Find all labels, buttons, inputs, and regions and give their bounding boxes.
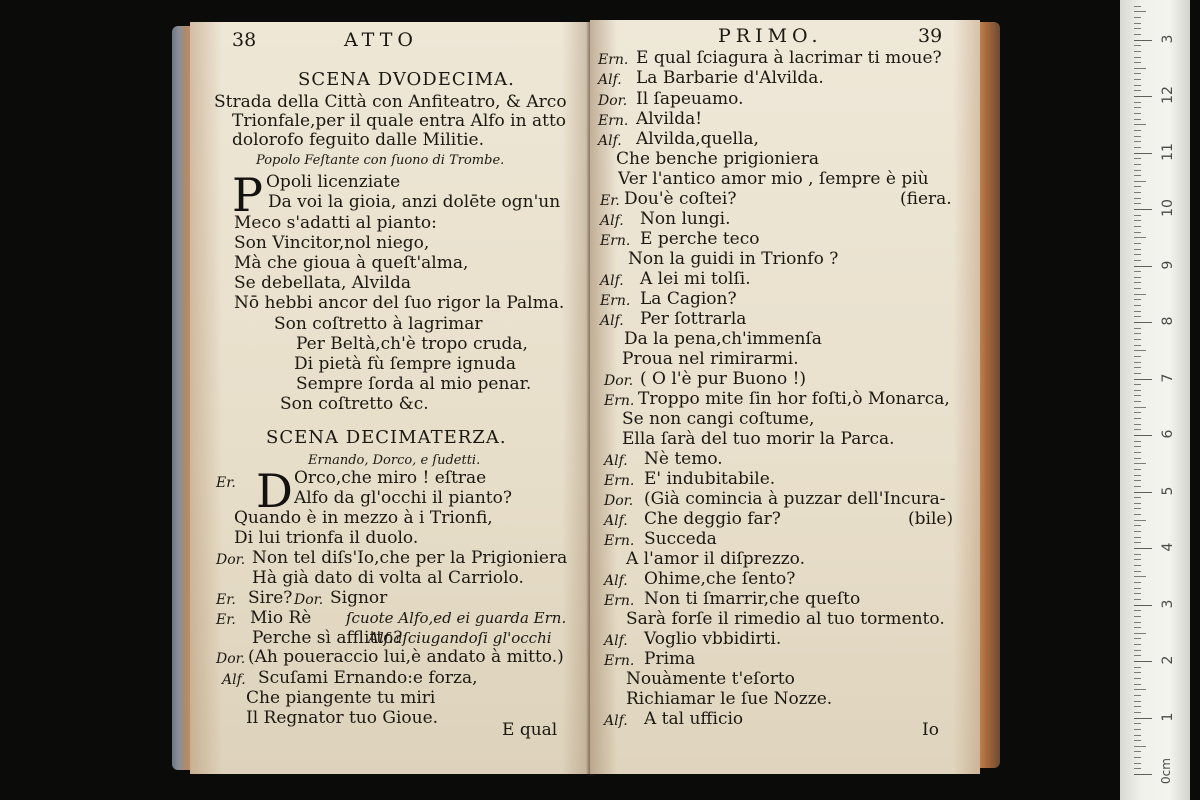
text-line: Prima [644, 649, 696, 669]
catchword: Io [922, 720, 939, 740]
ruler-tick [1134, 701, 1141, 702]
ruler-tick [1134, 192, 1141, 193]
ruler-tick [1134, 475, 1141, 476]
text-line: Di lui trionfa il duolo. [234, 528, 419, 548]
ruler-tick [1134, 85, 1141, 86]
speaker-label: Alf. [598, 72, 622, 88]
drop-capital: D [256, 464, 293, 518]
ruler-tick [1134, 23, 1141, 24]
stage-direction: ſcuote Alfo,ed ei guarda Ern. [346, 609, 567, 627]
text-line: Ohime,che ſento? [644, 569, 796, 589]
measurement-ruler [1120, 0, 1190, 800]
speaker-label: Dor. [216, 552, 246, 568]
ruler-tick [1134, 638, 1141, 639]
text-line: Perche sì afflitto? [252, 628, 403, 648]
ruler-tick [1134, 96, 1152, 97]
ruler-tick [1134, 350, 1146, 351]
text-line: A l'amor il diſprezzo. [626, 549, 806, 569]
ruler-tick [1134, 729, 1141, 730]
ruler-tick [1134, 678, 1141, 679]
ruler-tick [1134, 136, 1141, 137]
ruler-tick [1134, 198, 1141, 199]
ruler-tick [1134, 525, 1141, 526]
ruler-tick [1134, 158, 1141, 159]
ruler-tick [1134, 469, 1141, 470]
text-line: Per Beltà,ch'è tropo cruda, [296, 334, 528, 354]
ruler-tick [1134, 610, 1141, 611]
ruler-tick [1134, 322, 1152, 323]
speaker-label: Er. [216, 612, 236, 628]
ruler-tick [1134, 441, 1141, 442]
speaker-label: Er. [600, 193, 620, 209]
ruler-tick [1134, 243, 1141, 244]
ruler-tick [1134, 740, 1141, 741]
ruler-number: 5 [1160, 486, 1176, 495]
ruler-tick [1134, 605, 1152, 606]
speaker-label: Ern. [598, 52, 629, 68]
ruler-tick [1134, 215, 1141, 216]
ruler-tick [1134, 458, 1141, 459]
text-line: Signor [330, 588, 388, 608]
ruler-tick [1134, 667, 1141, 668]
ruler-tick [1134, 379, 1152, 380]
ruler-tick [1134, 79, 1141, 80]
ruler-tick [1134, 288, 1141, 289]
text-line: Opoli licenziate [266, 172, 401, 192]
ruler-tick [1134, 463, 1146, 464]
text-line: Quando è in mezzo à i Trionfi, [234, 508, 493, 528]
speaker-label: Ern. [604, 473, 635, 489]
stage-direction: Alf.aſciugandoſi gl'occhi [368, 629, 552, 647]
text-line: (fiera. [900, 189, 952, 209]
text-line: Strada della Città con Anfiteatro, & Arco [214, 92, 567, 112]
ruler-number: 4 [1160, 542, 1176, 552]
text-line: dolorofo feguito dalle Militie. [232, 130, 484, 150]
text-line: Son Vincitor,nol niego, [234, 233, 430, 253]
page-number: 39 [918, 25, 943, 47]
ruler-tick [1134, 232, 1141, 233]
ruler-tick [1134, 299, 1141, 300]
ruler-tick [1134, 113, 1141, 114]
ruler-number: 7 [1160, 373, 1176, 382]
text-line: Da voi la gioia, anzi dolēte ogn'un [268, 192, 561, 212]
text-line: Son coſtretto &c. [280, 394, 429, 414]
text-line: (Ah poueraccio lui,è andato à mitto.) [248, 647, 564, 667]
ruler-tick [1134, 254, 1141, 255]
speaker-label: Alf. [222, 672, 246, 688]
text-line: Succeda [644, 529, 717, 549]
ruler-tick [1134, 305, 1141, 306]
ruler-tick [1134, 356, 1141, 357]
ruler-tick [1134, 684, 1141, 685]
text-line: Sarà forſe il rimedio al tuo tormento. [626, 609, 945, 629]
ruler-tick [1134, 537, 1141, 538]
text-line: E perche teco [640, 229, 760, 249]
speaker-label: Alf. [604, 633, 628, 649]
ruler-tick [1134, 706, 1141, 707]
text-line: Non ti ſmarrir,che queſto [644, 589, 861, 609]
text-line: Da la pena,ch'immenſa [624, 329, 822, 349]
ruler-tick [1134, 316, 1141, 317]
ruler-tick [1134, 508, 1141, 509]
ruler-tick [1134, 339, 1141, 340]
ruler-tick [1134, 695, 1141, 696]
text-line: Il Regnator tuo Gioue. [246, 708, 439, 728]
text-line: Hà già dato di volta al Carriolo. [252, 568, 524, 588]
ruler-tick [1134, 503, 1141, 504]
ruler-tick [1134, 774, 1152, 775]
text-line: La Cagion? [640, 289, 737, 309]
ruler-tick [1134, 68, 1146, 69]
ruler-tick [1134, 633, 1146, 634]
speaker-label: Alf. [604, 453, 628, 469]
text-line: Che benche prigioniera [616, 149, 819, 169]
text-line: La Barbarie d'Alvilda. [636, 68, 824, 88]
speaker-label: Ern. [604, 653, 635, 669]
ruler-tick [1134, 446, 1141, 447]
speaker-label: Alf. [604, 573, 628, 589]
text-line: Che deggio far? [644, 509, 781, 529]
running-head: PRIMO. [718, 25, 823, 47]
text-line: Trionfale,per il quale entra Alfo in atto [232, 111, 567, 131]
ruler-number: 6 [1160, 429, 1176, 439]
ruler-tick [1134, 593, 1141, 594]
ruler-number: 1 [1160, 712, 1176, 721]
speaker-label: Ern. [604, 593, 635, 609]
ruler-tick [1134, 260, 1141, 261]
ruler-tick [1134, 175, 1141, 176]
ruler-tick [1134, 62, 1141, 63]
ruler-tick [1134, 220, 1141, 221]
text-line: Di pietà fù ſempre ignuda [294, 354, 517, 374]
text-line: Per ſottrarla [640, 309, 747, 329]
speaker-label: Alf. [600, 213, 624, 229]
text-line: Se debellata, Alvilda [234, 273, 411, 293]
ruler-tick [1134, 661, 1152, 662]
text-line: Non tel diſs'Io,che per la Prigioniera [252, 548, 568, 568]
ruler-tick [1134, 514, 1141, 515]
ruler-tick [1134, 6, 1141, 7]
text-line: Che piangente tu miri [246, 688, 436, 708]
ruler-number: 12 [1160, 86, 1176, 104]
text-line: Richiamar le ſue Nozze. [626, 689, 833, 709]
ruler-tick [1134, 712, 1141, 713]
ruler-tick [1134, 186, 1141, 187]
text-line: Ver l'antico amor mio , ſempre è più [618, 169, 929, 189]
text-line: Alvilda,quella, [636, 129, 759, 149]
ruler-tick [1134, 266, 1152, 267]
stage-direction: Ernando, Dorco, e ſudetti. [308, 453, 481, 468]
ruler-number: 3 [1160, 34, 1176, 43]
ruler-tick [1134, 141, 1141, 142]
ruler-tick [1134, 599, 1141, 600]
text-line: Non la guidi in Trionfo ? [628, 249, 839, 269]
ruler-tick [1134, 655, 1141, 656]
catchword: E qual [502, 720, 558, 740]
speaker-label: Dor. [598, 93, 628, 109]
speaker-label: Ern. [600, 293, 631, 309]
ruler-tick [1134, 170, 1141, 171]
text-line: A tal ufficio [644, 709, 744, 729]
text-line: Troppo mite ſin hor foſti,ò Monarca, [638, 389, 950, 409]
ruler-tick [1134, 164, 1141, 165]
text-line: Il ſapeuamo. [636, 89, 744, 109]
ruler-tick [1134, 429, 1141, 430]
ruler-number: 2 [1160, 655, 1176, 665]
ruler-tick [1134, 11, 1146, 12]
text-line: A lei mi tolſi. [640, 269, 751, 289]
ruler-tick [1134, 622, 1141, 623]
text-line: E qual ſciagura à lacrimar ti moue? [636, 48, 942, 68]
ruler-tick [1134, 226, 1141, 227]
ruler-tick [1134, 486, 1141, 487]
ruler-tick [1134, 40, 1152, 41]
ruler-tick [1134, 57, 1141, 58]
text-line: Proua nel rimirarmi. [622, 349, 799, 369]
ruler-tick [1134, 718, 1152, 719]
ruler-number: 9 [1160, 260, 1176, 269]
ruler-tick [1134, 565, 1141, 566]
scene-title: SCENA DECIMATERZA. [266, 427, 507, 448]
ruler-tick [1134, 492, 1152, 493]
ruler-tick [1134, 333, 1141, 334]
speaker-label: Alf. [604, 713, 628, 729]
ruler-tick [1134, 119, 1141, 120]
text-line: E' indubitabile. [644, 469, 776, 489]
ruler-tick [1134, 407, 1146, 408]
ruler-tick [1134, 582, 1141, 583]
text-line: ( O l'è pur Buono !) [640, 369, 807, 389]
ruler-tick [1134, 367, 1141, 368]
ruler-tick [1134, 497, 1141, 498]
text-line: Alvilda! [636, 109, 703, 129]
ruler-tick [1134, 542, 1141, 543]
stage-direction: Popolo Feſtante con ſuono di Trombe. [256, 153, 505, 168]
speaker-label: Er. [216, 592, 236, 608]
speaker-label: Ern. [604, 533, 635, 549]
text-line: Mà che gioua à queſt'alma, [234, 253, 469, 273]
ruler-tick [1134, 672, 1141, 673]
ruler-tick [1134, 390, 1141, 391]
text-line: Dou'è coſtei? [624, 189, 737, 209]
running-head: ATTO [344, 29, 418, 51]
ruler-tick [1134, 277, 1141, 278]
text-line: Scuſami Ernando:e forza, [258, 668, 478, 688]
speaker-label: Dor. [604, 493, 634, 509]
speaker-label: Ern. [600, 233, 631, 249]
ruler-tick [1134, 209, 1152, 210]
text-line: Nō hebbi ancor del ſuo rigor la Palma. [234, 293, 565, 313]
ruler-tick [1134, 282, 1141, 283]
ruler-unit-label: 0cm [1159, 758, 1173, 784]
ruler-tick [1134, 616, 1141, 617]
text-line: Alfo da gl'occhi il pianto? [294, 488, 512, 508]
speaker-label: Ern. [604, 393, 635, 409]
left-page [190, 22, 594, 774]
speaker-label: Dor. [604, 373, 634, 389]
ruler-tick [1134, 768, 1141, 769]
scene-title: SCENA DVODECIMA. [298, 69, 515, 90]
text-line: Voglio vbbidirti. [644, 629, 782, 649]
ruler-tick [1134, 153, 1152, 154]
ruler-tick [1134, 689, 1146, 690]
text-line: Sempre ſorda al mio penar. [296, 374, 532, 394]
ruler-tick [1134, 294, 1146, 295]
ruler-tick [1134, 249, 1141, 250]
open-book [172, 16, 1000, 780]
ruler-tick [1134, 147, 1141, 148]
ruler-tick [1134, 73, 1141, 74]
ruler-tick [1134, 401, 1141, 402]
text-line: Orco,che miro ! eſtrae [294, 468, 487, 488]
text-line: Ella ſarà del tuo morir la Parca. [622, 429, 895, 449]
ruler-number: 10 [1160, 199, 1176, 217]
ruler-tick [1134, 181, 1146, 182]
ruler-tick [1134, 554, 1141, 555]
ruler-tick [1134, 107, 1141, 108]
drop-capital: P [232, 168, 263, 222]
ruler-tick [1134, 124, 1146, 125]
text-line: (bile) [908, 509, 954, 529]
ruler-tick [1134, 763, 1141, 764]
text-line: Mio Rè [250, 608, 312, 628]
page-number: 38 [232, 29, 257, 51]
ruler-number: 3 [1160, 599, 1176, 608]
text-line: Son coſtretto à lagrimar [274, 314, 483, 334]
ruler-tick [1134, 480, 1141, 481]
ruler-tick [1134, 548, 1152, 549]
ruler-tick [1134, 751, 1141, 752]
ruler-tick [1134, 362, 1141, 363]
ruler-tick [1134, 102, 1141, 103]
ruler-tick [1134, 650, 1141, 651]
speaker-label: Alf. [598, 133, 622, 149]
speaker-label: Alf. [604, 513, 628, 529]
speaker-label: Er. [216, 475, 236, 491]
speaker-label: Dor. [216, 651, 246, 667]
ruler-tick [1134, 203, 1141, 204]
ruler-tick [1134, 746, 1146, 747]
ruler-tick [1134, 51, 1141, 52]
ruler-tick [1134, 435, 1152, 436]
ruler-tick [1134, 17, 1141, 18]
ruler-tick [1134, 452, 1141, 453]
ruler-tick [1134, 345, 1141, 346]
speaker-label: Dor. [294, 592, 324, 608]
ruler-tick [1134, 412, 1141, 413]
ruler-tick [1134, 237, 1146, 238]
ruler-tick [1134, 571, 1141, 572]
ruler-tick [1134, 395, 1141, 396]
ruler-tick [1134, 418, 1141, 419]
ruler-tick [1134, 559, 1141, 560]
ruler-number: 8 [1160, 316, 1176, 326]
speaker-label: Alf. [600, 313, 624, 329]
right-page [590, 20, 980, 774]
speaker-label: Ern. [598, 113, 629, 129]
ruler-tick [1134, 373, 1141, 374]
ruler-tick [1134, 723, 1141, 724]
text-line: Nouàmente t'eſorto [626, 669, 795, 689]
ruler-tick [1134, 28, 1141, 29]
ruler-tick [1134, 735, 1141, 736]
text-line: Se non cangi coſtume, [622, 409, 815, 429]
ruler-tick [1134, 531, 1141, 532]
ruler-tick [1134, 130, 1141, 131]
text-line: Sire? [248, 588, 293, 608]
ruler-tick [1134, 90, 1141, 91]
ruler-tick [1134, 34, 1141, 35]
ruler-tick [1134, 757, 1141, 758]
ruler-tick [1134, 384, 1141, 385]
text-line: Non lungi. [640, 209, 731, 229]
ruler-tick [1134, 576, 1146, 577]
ruler-tick [1134, 45, 1141, 46]
text-line: Nè temo. [644, 449, 723, 469]
ruler-tick [1134, 627, 1141, 628]
text-line: (Già comincia à puzzar dell'Incura- [644, 489, 946, 509]
ruler-tick [1134, 311, 1141, 312]
ruler-tick [1134, 328, 1141, 329]
ruler-tick [1134, 520, 1146, 521]
ruler-number: 11 [1160, 142, 1176, 161]
ruler-tick [1134, 644, 1141, 645]
ruler-tick [1134, 588, 1141, 589]
text-line: Meco s'adatti al pianto: [234, 213, 437, 233]
ruler-tick [1134, 424, 1141, 425]
ruler-tick [1134, 271, 1141, 272]
speaker-label: Alf. [600, 273, 624, 289]
